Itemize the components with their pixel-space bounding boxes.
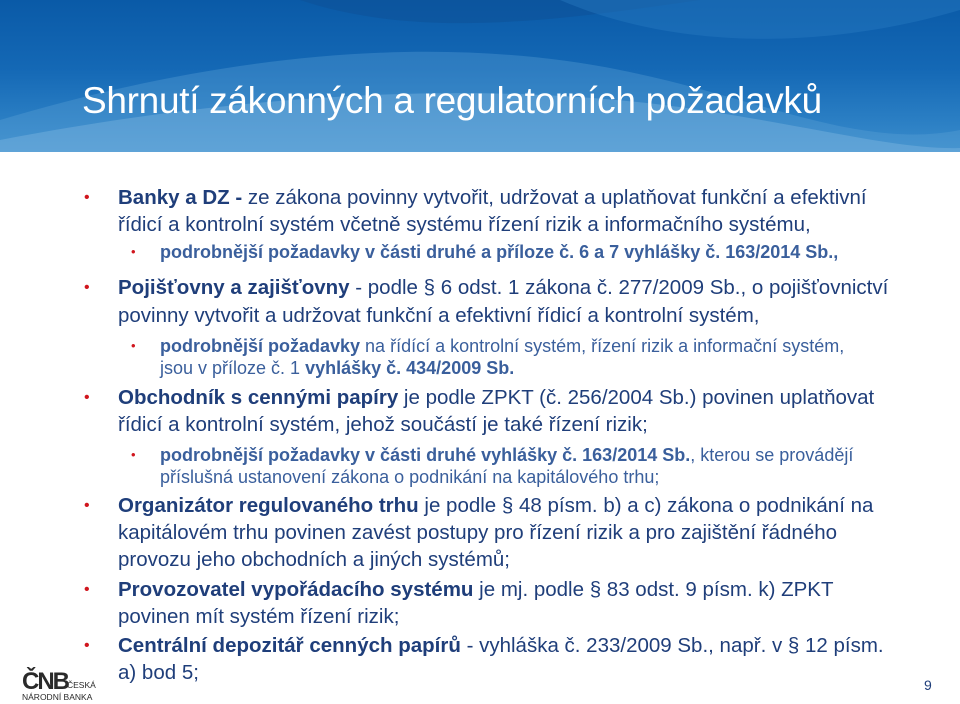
sub-bold: podrobnější požadavky: [160, 336, 361, 356]
item-depozitar-line1: [118, 634, 884, 658]
item-pojistovny-line2: povinny vytvořit a udržovat funkční a efektivní řídicí a kontrolní systém,: [118, 304, 760, 327]
item-banky-line2: řídicí a kontrolní systém včetně systému řízení rizik a informačního systému,: [118, 213, 811, 236]
item-lead: Obchodník s cennými papíry: [118, 386, 399, 409]
cnb-logo-text-line1: ČESKÁ: [67, 680, 96, 690]
bullet-dot: •: [84, 497, 90, 514]
bullet-dot: •: [84, 637, 90, 654]
item-depozitar-line2: a) bod 5;: [118, 661, 199, 684]
item-obchodnik-sub2: příslušná ustanovení zákona o podnikání na kapitálového trhu;: [160, 467, 660, 487]
item-obchodnik-line1: [118, 386, 874, 410]
cnb-logo-text-line2: NÁRODNÍ BANKA: [22, 692, 93, 702]
bullet-dot: •: [84, 189, 90, 206]
item-lead: Banky a DZ -: [118, 186, 243, 209]
sub-bullet-dot: •: [131, 447, 136, 462]
item-text: je mj. podle § 83 odst. 9 písm. k) ZPKT: [473, 578, 834, 601]
item-obchodnik-sub1: [160, 443, 853, 467]
item-lead: Provozovatel vypořádacího systému: [118, 578, 474, 601]
item-pojistovny-sub2: [160, 356, 514, 380]
bullet-dot: •: [84, 279, 90, 296]
item-text: - podle § 6 odst. 1 zákona č. 277/2009 Sb., o pojišťovnictví: [349, 276, 889, 299]
sub-text: na řídící a kontrolní systém, řízení rizik a informační systém,: [360, 336, 845, 356]
bullet-dot: •: [84, 581, 90, 598]
item-organizator-line1: [118, 494, 873, 518]
bullet-dot: •: [84, 389, 90, 406]
item-provozovatel-line1: [118, 578, 834, 602]
item-organizator-line3: provozu jeho obchodních a jiných systémů;: [118, 548, 511, 571]
cnb-logo: [22, 668, 142, 704]
item-pojistovny-sub1: [160, 334, 844, 358]
cnb-logo-mark: ČNB: [22, 668, 68, 695]
sub-text: jsou v příloze č. 1: [160, 358, 306, 378]
sub-text: , kterou se provádějí: [690, 445, 854, 465]
item-lead: Organizátor regulovaného trhu: [118, 494, 419, 517]
slide-title: Shrnutí zákonných a regulatorních požadavků: [82, 80, 822, 121]
item-organizator-line2: kapitálovém trhu povinen zavést postupy pro řízení rizik a pro zajištění řádného: [118, 521, 838, 544]
sub-bold: vyhlášky č. 434/2009 Sb.: [305, 358, 515, 378]
item-banky-line1: [118, 186, 867, 210]
sub-bullet-dot: •: [131, 244, 136, 259]
item-pojistovny-line1: [118, 276, 888, 300]
sub-bullet-dot: •: [131, 338, 136, 353]
item-provozovatel-line2: povinen mít systém řízení rizik;: [118, 605, 400, 628]
item-text: je podle ZPKT (č. 256/2004 Sb.) povinen uplatňovat: [398, 386, 875, 409]
item-obchodnik-line2: řídicí a kontrolní systém, jehož součástí je také řízení rizik;: [118, 413, 648, 436]
item-text: ze zákona povinny vytvořit, udržovat a uplatňovat funkční a efektivní: [242, 186, 867, 209]
item-text: je podle § 48 písm. b) a c) zákona o podnikání na: [418, 494, 874, 517]
item-text: - vyhláška č. 233/2009 Sb., např. v § 12 písm.: [460, 634, 884, 657]
item-banky-sub: podrobnější požadavky v části druhé a příloze č. 6 a 7 vyhlášky č. 163/2014 Sb.,: [160, 242, 839, 262]
item-lead: Centrální depozitář cenných papírů: [118, 634, 461, 657]
sub-bold: podrobnější požadavky v části druhé vyhlášky č. 163/2014 Sb.: [160, 445, 691, 465]
page-number: 9: [924, 677, 932, 693]
item-lead: Pojišťovny a zajišťovny: [118, 276, 350, 299]
